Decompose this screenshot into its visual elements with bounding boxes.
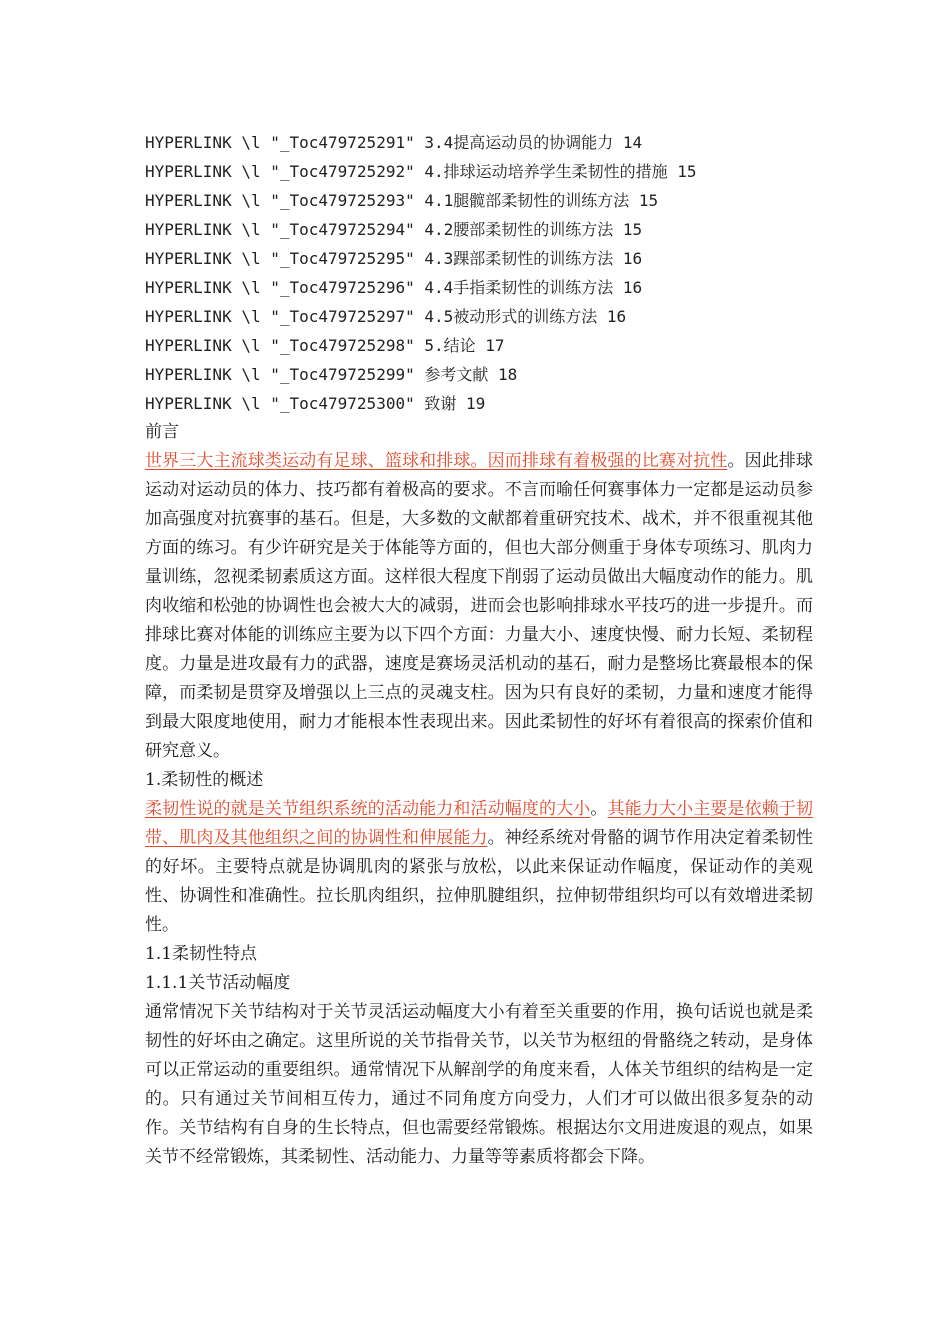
- toc-hyperlink-field: HYPERLINK \l "_Toc479725295": [145, 249, 415, 268]
- toc-page-number: 15: [677, 162, 697, 181]
- toc-hyperlink-field: HYPERLINK \l "_Toc479725296": [145, 278, 415, 297]
- toc-page-number: 16: [622, 249, 643, 268]
- toc-hyperlink-field: HYPERLINK \l "_Toc479725299": [145, 365, 415, 384]
- toc-title: 致谢: [424, 394, 457, 413]
- toc-page-number: 17: [485, 336, 505, 355]
- toc-entry[interactable]: [145, 389, 813, 418]
- toc-entry[interactable]: [145, 157, 813, 186]
- toc-entry[interactable]: [145, 128, 813, 157]
- toc-hyperlink-field: HYPERLINK \l "_Toc479725294": [145, 220, 415, 239]
- subsubsection-heading: 1.1.1关节活动幅度: [145, 973, 291, 993]
- toc-entry[interactable]: [145, 273, 813, 302]
- toc-title: 4.排球运动培养学生柔韧性的措施: [424, 162, 668, 181]
- toc-entry[interactable]: [145, 302, 813, 331]
- toc-title: 参考文献: [424, 365, 489, 384]
- toc-title: 4.4手指柔韧性的训练方法: [424, 278, 614, 297]
- toc-page-number: 16: [606, 307, 627, 326]
- toc-entry[interactable]: [145, 331, 813, 360]
- preface-heading: 前言: [145, 422, 179, 442]
- toc-page-number: 16: [622, 278, 643, 297]
- toc-hyperlink-field: HYPERLINK \l "_Toc479725293": [145, 191, 415, 210]
- toc-title: 4.1腿髋部柔韧性的训练方法: [424, 191, 630, 210]
- subsection-heading: 1.1柔韧性特点: [145, 944, 258, 964]
- toc-page-number: 19: [466, 394, 486, 413]
- section-heading: 1.柔韧性的概述: [145, 770, 264, 790]
- paragraph-text: 。因此排球运动对运动员的体力、技巧都有着极高的要求。不言而喻任何赛事体力一定都是运动员参加高强度对抗赛事的基石。但是，大多数的文献都着重研究技术、战术，并不很重视其他方面的练习。有少许研究是关于体能等方面的，但也大部分侧重于身体专项练习、肌肉力量训练，忽视柔韧素质这方面。这样很大程度下削弱了运动员做出大幅度动作的能力。肌肉收缩和松弛的协调性也会被大大的减弱，进而会也影响排球水平技巧的进一步提升。而排球比赛对体能的训练应主要为以下四个方面：力量大小、速度快慢、耐力长短、柔韧程度。力量是进攻最有力的武器，速度是赛场灵活机动的基石，耐力是整场比赛最根本的保障，而柔韧是贯穿及增强以上三点的灵魂支柱。因为只有良好的柔韧，力量和速度才能得到最大限度地使用，耐力才能根本性表现出来。因此柔韧性的好坏有着很高的探索价值和研究意义。: [145, 451, 814, 761]
- subsubsection-paragraph: 通常情况下关节结构对于关节灵活运动幅度大小有着至关重要的作用，换句话说也就是柔韧性的好坏由之确定。这里所说的关节指骨关节，以关节为枢纽的骨骼绕之转动，是身体可以正常运动的重要组织。通常情况下从解剖学的角度来看，人体关节组织的结构是一定的。只有通过关节间相互传力，通过不同角度方向受力，人们才可以做出很多复杂的动作。关节结构有自身的生长特点，但也需要经常锻炼。根据达尔文用进废退的观点，如果关节不经常锻炼，其柔韧性、活动能力、力量等等素质将都会下降。: [145, 1002, 813, 1167]
- toc-hyperlink-field: HYPERLINK \l "_Toc479725292": [145, 162, 415, 181]
- preface-paragraph: [145, 447, 813, 766]
- toc-hyperlink-field: HYPERLINK \l "_Toc479725291": [145, 133, 415, 152]
- table-of-contents: [145, 128, 813, 418]
- toc-title: 4.5被动形式的训练方法: [424, 307, 598, 326]
- toc-hyperlink-field: HYPERLINK \l "_Toc479725300": [145, 394, 415, 413]
- toc-title: 5.结论: [424, 336, 476, 355]
- section-paragraph: [145, 795, 813, 940]
- toc-entry[interactable]: [145, 215, 813, 244]
- toc-title: 4.2腰部柔韧性的训练方法: [424, 220, 614, 239]
- highlighted-sentence: 柔韧性说的就是关节组织系统的活动能力和活动幅度的大小: [145, 799, 591, 819]
- toc-entry[interactable]: [145, 244, 813, 273]
- toc-page-number: 14: [622, 133, 643, 152]
- toc-hyperlink-field: HYPERLINK \l "_Toc479725297": [145, 307, 415, 326]
- document-body: [145, 128, 813, 1172]
- highlighted-sentence: 其能力大小主要是依赖于韧带、肌肉及其他组织之间的协调性和伸展能力: [145, 799, 814, 848]
- paragraph-text: 。: [590, 799, 608, 819]
- toc-entry[interactable]: [145, 186, 813, 215]
- paragraph-text: 。神经系统对骨骼的调节作用决定着柔韧性的好坏。主要特点就是协调肌肉的紧张与放松，以此来保证动作幅度，保证动作的美观性、协调性和准确性。拉长肌肉组织，拉伸肌腱组织，拉伸韧带组织均可以有效增进柔韧性。: [145, 828, 814, 935]
- toc-title: 4.3踝部柔韧性的训练方法: [424, 249, 614, 268]
- toc-page-number: 18: [498, 365, 518, 384]
- toc-page-number: 15: [622, 220, 643, 239]
- toc-entry[interactable]: [145, 360, 813, 389]
- toc-page-number: 15: [638, 191, 659, 210]
- toc-title: 3.4提高运动员的协调能力: [424, 133, 614, 152]
- toc-hyperlink-field: HYPERLINK \l "_Toc479725298": [145, 336, 415, 355]
- highlighted-sentence: 世界三大主流球类运动有足球、篮球和排球。因而排球有着极强的比赛对抗性: [145, 451, 728, 471]
